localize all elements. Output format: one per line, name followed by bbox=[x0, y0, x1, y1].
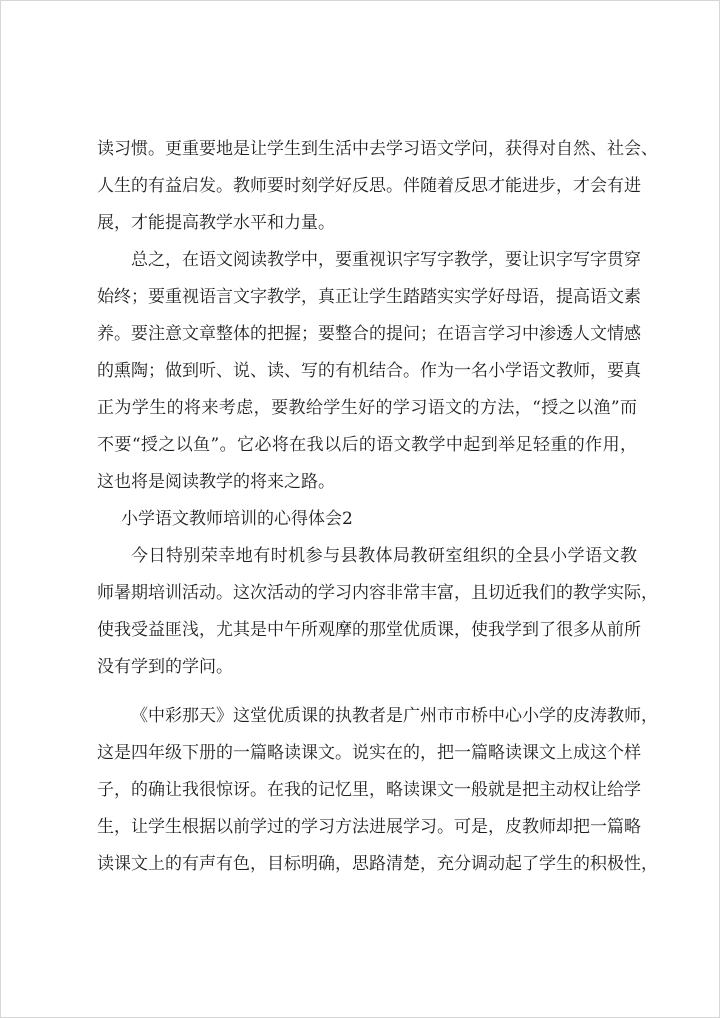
paragraph-line: 生，让学生根据以前学过的学习方法进展学习。可是，皮教师却把一篇略 bbox=[97, 817, 641, 837]
paragraph-line: 这是四年级下册的一篇略读课文。说实在的，把一篇略读课文上成这个样 bbox=[97, 743, 641, 763]
paragraph-line: 养。要注意文章整体的把握；要整合的提问；在语言学习中渗透人文情感 bbox=[97, 324, 641, 344]
paragraph-line: 读习惯。更重要地是让学生到生活中去学习语文学问，获得对自然、社会、 bbox=[97, 139, 658, 159]
section-heading: 小学语文教师培训的心得体会2 bbox=[121, 509, 353, 529]
paragraph-line: 使我受益匪浅，尤其是中午所观摩的那堂优质课，使我学到了很多从前所 bbox=[97, 620, 641, 640]
paragraph-line: 这也将是阅读教学的将来之路。 bbox=[97, 472, 335, 492]
paragraph-line: 正为学生的将来考虑，要教给学生好的学习语文的方法，“授之以渔”而 bbox=[97, 398, 637, 418]
paragraph-line: 始终；要重视语言文字教学，真正让学生踏踏实实学好母语，提高语文素 bbox=[97, 287, 641, 307]
paragraph-line: 今日特别荣幸地有时机参与县教体局教研室组织的全县小学语文教 bbox=[131, 546, 637, 566]
paragraph-line: 读课文上的有声有色，目标明确，思路清楚，充分调动起了学生的积极性， bbox=[97, 854, 658, 874]
paragraph-line: 子，的确让我很惊讶。在我的记忆里，略读课文一般就是把主动权让给学 bbox=[97, 780, 641, 800]
paragraph-line: 人生的有益启发。教师要时刻学好反思。伴随着反思才能进步，才会有进 bbox=[97, 176, 641, 196]
paragraph-line: 的熏陶；做到听、说、读、写的有机结合。作为一名小学语文教师，要真 bbox=[97, 361, 641, 381]
paragraph-line: 展，才能提高教学水平和力量。 bbox=[97, 213, 335, 233]
paragraph-line: 没有学到的学问。 bbox=[97, 657, 233, 677]
paragraph-line: 师暑期培训活动。这次活动的学习内容非常丰富，且切近我们的教学实际， bbox=[97, 583, 658, 603]
paragraph-line: 《中彩那天》这堂优质课的执教者是广州市市桥中心小学的皮涛教师， bbox=[131, 706, 658, 726]
paragraph-line: 不要“授之以鱼”。它必将在我以后的语文教学中起到举足轻重的作用， bbox=[97, 435, 637, 455]
paragraph-line: 总之，在语文阅读教学中，要重视识字写字教学，要让识字写字贯穿 bbox=[131, 250, 641, 270]
